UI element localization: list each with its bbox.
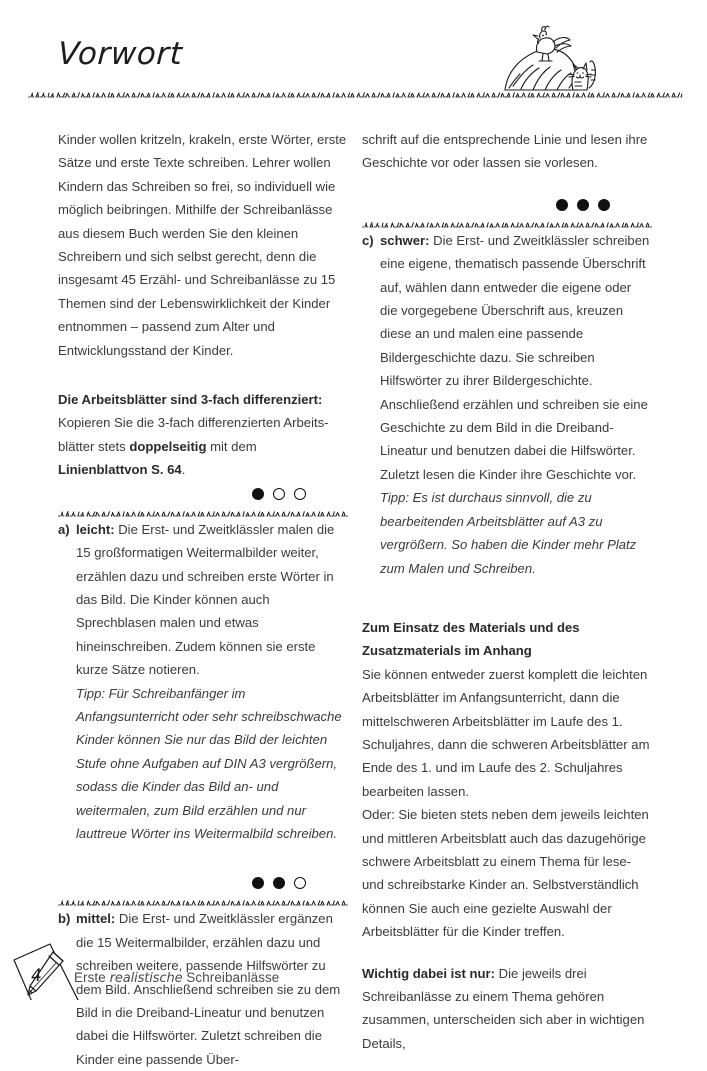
level-schwer-text: Die Erst- und Zweitklässler schreiben eine eigene, thematisch passende Überschrift auf, wählen dann entweder die eigene oder die vorgegebene Überschrift aus, kreuzen diese an und malen eine passende Bildergeschichte dazu. Sie schreiben Hilfswörter zu ihrer Bildergeschichte. Anschließend erzählen und schreiben sie eine Geschichte zu dem Bild in die Dreiband-Lineatur und benutzen dabei die Hilfswörter. Zuletzt lesen die Kinder ihre Geschichte vor. bbox=[380, 232, 650, 482]
difficulty-dots-schwer bbox=[556, 199, 610, 211]
spacer bbox=[362, 580, 652, 616]
spacer bbox=[362, 175, 652, 193]
level-item-leicht bbox=[58, 518, 348, 846]
difficulty-dots-mittel bbox=[252, 877, 306, 889]
dot-empty bbox=[273, 488, 285, 500]
level-label-mittel: mittel: bbox=[76, 911, 116, 927]
dot-filled bbox=[598, 199, 610, 211]
level-leicht-paragraph bbox=[76, 518, 348, 682]
level-marker-leicht bbox=[58, 488, 348, 518]
grass-scribble-divider bbox=[58, 894, 348, 907]
footer-handwritten-word: realistische bbox=[109, 971, 183, 986]
diff-bold-seite: von S. 64 bbox=[124, 462, 182, 478]
level-letter-c: c) bbox=[362, 232, 374, 248]
dot-filled bbox=[252, 488, 264, 500]
differentiation-paragraph bbox=[58, 411, 348, 481]
difficulty-dots-leicht bbox=[252, 488, 306, 500]
intro-paragraph: Kinder wollen kritzeln, krakeln, erste Wörter, erste Sätze und erste Texte schreiben. Lehrer wollen Kindern das Schreiben so frei, so individuell wie möglich beibringen. Mithilfe der Schreibanlässe aus diesem Buch werden Sie den kleinen Schreibern und sich selbst gerecht, denn die insgesamt 45 Erzähl- und Schreibanlässe zu 15 Themen sind der Lebenswirklichkeit der Kinder entnommen – passend zum Alter und Entwicklungsstand der Kinder. bbox=[58, 132, 347, 358]
page-title: Vorwort bbox=[57, 36, 184, 72]
dot-filled bbox=[273, 877, 285, 889]
important-label: Wichtig dabei ist nur: bbox=[362, 965, 496, 981]
footer-suffix: Schreibanlässe bbox=[182, 970, 280, 985]
diff-line-end: . bbox=[181, 462, 186, 478]
level-label-schwer: schwer: bbox=[380, 232, 430, 248]
level-leicht-text: Die Erst- und Zweitklässler malen die 15 großformatigen Weitermalbilder weiter, erzählen dazu und schreiben erste Wörter in das Bild. Die Kinder können auch Sprechblasen malen und etwas hineinschreiben. Zudem können sie erste kurze Sätze notieren. bbox=[76, 521, 335, 678]
level-letter-b: b) bbox=[58, 911, 71, 927]
level-body-schwer bbox=[380, 229, 652, 580]
left-column bbox=[58, 128, 348, 1071]
important-text: Die jeweils drei Schreibanlässe zu einem Thema gehören zusammen, unterscheiden sich aber in wichtigen Details, bbox=[362, 965, 645, 1051]
dot-filled bbox=[556, 199, 568, 211]
usage-paragraph-2: Oder: Sie bieten stets neben dem jeweils leichten und mittleren Arbeitsblatt auch das dazugehörige schwere Arbeitsblatt zu einem Thema für lese- und schreibstarke Kinder an. Selbstverständlich können Sie auch eine gezielte Auswahl der Arbeitsblätter für die Kinder treffen. bbox=[362, 807, 649, 940]
dot-filled bbox=[577, 199, 589, 211]
page-number: 4 bbox=[30, 965, 43, 987]
paper-sheet-with-pencil-illustration bbox=[8, 938, 94, 1000]
level-item-schwer bbox=[362, 229, 652, 580]
diff-line-b1: blätter stets bbox=[58, 438, 130, 454]
grass-scribble-divider bbox=[28, 86, 683, 99]
page-footer bbox=[0, 938, 707, 1000]
differentiation-heading: Die Arbeitsblätter sind 3-fach differenziert: bbox=[58, 392, 323, 408]
dot-empty bbox=[294, 877, 306, 889]
diff-bold-linienblatt: Linienblatt bbox=[58, 462, 125, 478]
usage-paragraph-1: Sie können entweder zuerst komplett die leichten Arbeitsblätter im Anfangsunterricht, dann die mittelschweren Arbeitsblätter im Laufe des 1. Schuljahres, dann die schweren Arbeitsblätter am Ende des 1. und im Laufe des 2. Schuljahres bearbeiten lassen. bbox=[362, 666, 650, 799]
diff-bold-doppelseitig: doppelseitig bbox=[129, 438, 207, 454]
right-column bbox=[362, 128, 652, 1055]
usage-heading-line1: Zum Einsatz des Materials und des bbox=[362, 619, 580, 635]
level-marker-schwer bbox=[362, 199, 652, 229]
level-schwer-tip: Tipp: Es ist durchaus sinnvoll, die zu bearbeitenden Arbeitsblätter auf A3 zu vergrößern. So haben die Kinder mehr Platz zum Malen und Schreiben. bbox=[380, 490, 637, 576]
diff-line-a: Kopieren Sie die 3-fach differenzierten Arbeits- bbox=[58, 415, 329, 431]
dot-empty bbox=[294, 488, 306, 500]
level-leicht-tip: Tipp: Für Schreibanfänger im Anfangsunterricht oder sehr schreibschwache Kinder können Sie nur das Bild der leichten Stufe ohne Aufgaben auf DIN A3 vergrößern, sodass die Kinder das Bild an- und weitermalen, zum Bild erzählen und nur lauttreue Wörter ins Weitermalbild schreiben. bbox=[76, 685, 342, 841]
diff-line-b2: mit dem bbox=[206, 438, 257, 454]
dot-filled bbox=[252, 877, 264, 889]
footer-prefix: Erste bbox=[74, 970, 110, 985]
level-body-leicht bbox=[76, 518, 348, 846]
continuation-paragraph: schrift auf die entsprechende Linie und lesen ihre Geschichte vor oder lassen sie vorlesen. bbox=[362, 132, 648, 171]
level-letter-a: a) bbox=[58, 521, 70, 537]
footer-title bbox=[74, 970, 279, 986]
level-schwer-paragraph bbox=[380, 229, 652, 486]
spacer bbox=[58, 362, 348, 388]
spacer bbox=[58, 845, 348, 871]
page-header bbox=[0, 0, 707, 108]
level-label-leicht: leicht: bbox=[76, 521, 115, 537]
usage-heading-line2: Zusatzmaterials im Anhang bbox=[362, 643, 532, 659]
level-mittel-text: Die Erst- und Zweitklässler ergänzen die 15 Weitermalbilder, erzählen dazu und schreiben weitere, passende Hilfswörter zu dem Bild. Anschließend schreiben sie zu dem Bild in die Dreiband-Lineatur und benutzen dabei die Hilfswörter. Zuletzt schreiben die Kinder eine passende Über- bbox=[76, 911, 341, 1067]
grass-scribble-divider bbox=[362, 216, 652, 229]
level-marker-mittel bbox=[58, 877, 348, 907]
grass-scribble-divider bbox=[58, 505, 348, 518]
